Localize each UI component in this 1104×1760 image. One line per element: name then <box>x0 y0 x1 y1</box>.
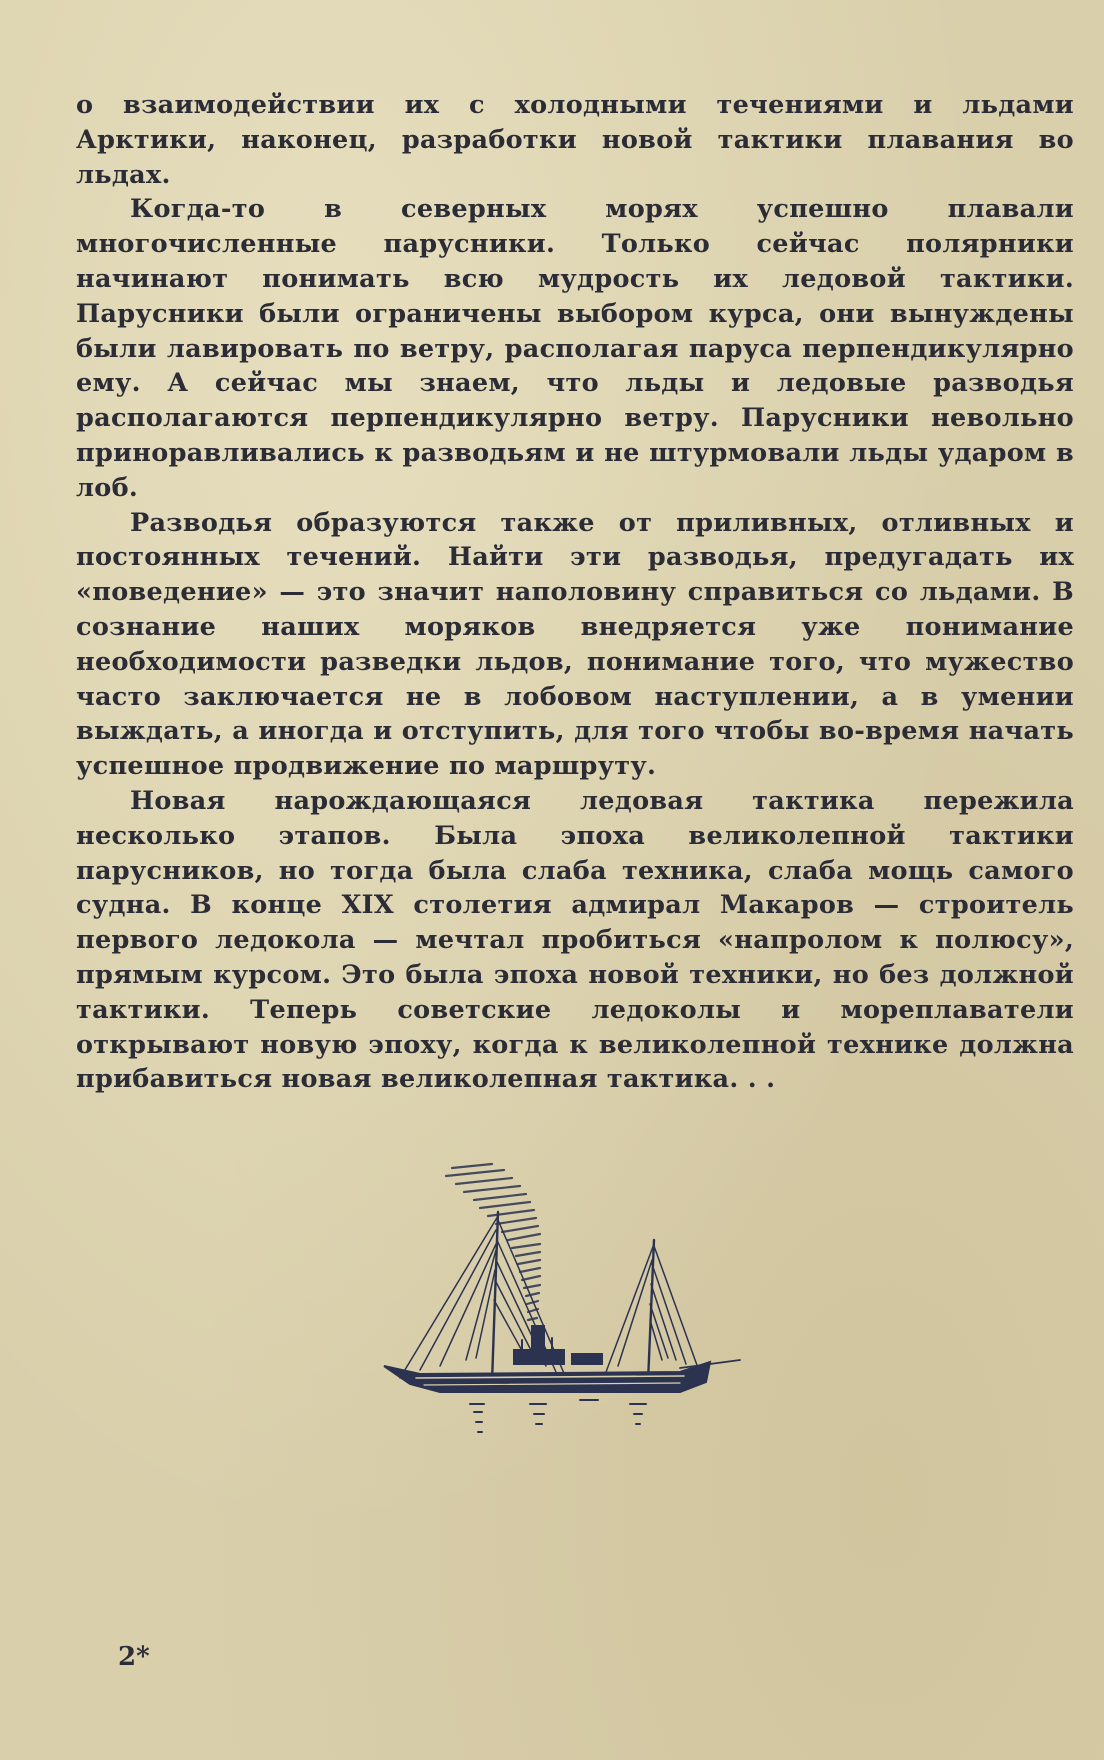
paragraph-3: Разводья образуются также от приливных, отливных и постоянных течений. Найти эти разводья, предугадать их «поведение» — это значит наполовину справиться со льдами. В сознание наших моряков внедряется уже понимание необходимости разведки льдов, понимание того, что мужество часто заключается не в лобовом наступлении, а в умении выждать, а иногда и отступить, для того чтобы во-время начать успешное продвижение по маршруту. <box>76 507 1074 782</box>
paragraph-4: Новая нарождающаяся ледовая тактика пережила несколько этапов. Была эпоха великолепной тактики парусников, но тогда была слаба техника, слаба мощь самого судна. В конце XIX столетия адмирал Макаров — строитель первого ледокола — мечтал пробиться «напролом к полюсу», прямым курсом. Это была эпоха новой техники, но без должной тактики. Теперь советские ледоколы и мореплаватели открывают новую эпоху, когда к великолепной технике должна прибавиться новая великолепная тактика. . . <box>76 785 1074 1095</box>
page-number: 2* <box>118 1642 150 1672</box>
text-block <box>76 88 1074 1097</box>
steamship-illustration <box>380 1160 760 1460</box>
paragraph-1: о взаимодействии их с холодными течениями и льдами Арктики, наконец, разработки новой тактики плавания во льдах. <box>76 90 1074 190</box>
funnel <box>514 1326 602 1364</box>
water-reflection <box>470 1400 646 1432</box>
paragraph-2: Когда-то в северных морях успешно плавали многочисленные парусники. Только сейчас полярники начинают понимать всю мудрость их ледовой тактики. Парусники были ограничены выбором курса, они вынуждены были лавировать по ветру, располагая паруса перпендикулярно ему. А сейчас мы знаем, что льды и ледовые разводья располагаются перпендикулярно ветру. Парусники невольно приноравливались к разводьям и не штурмовали льды ударом в лоб. <box>76 194 1074 503</box>
